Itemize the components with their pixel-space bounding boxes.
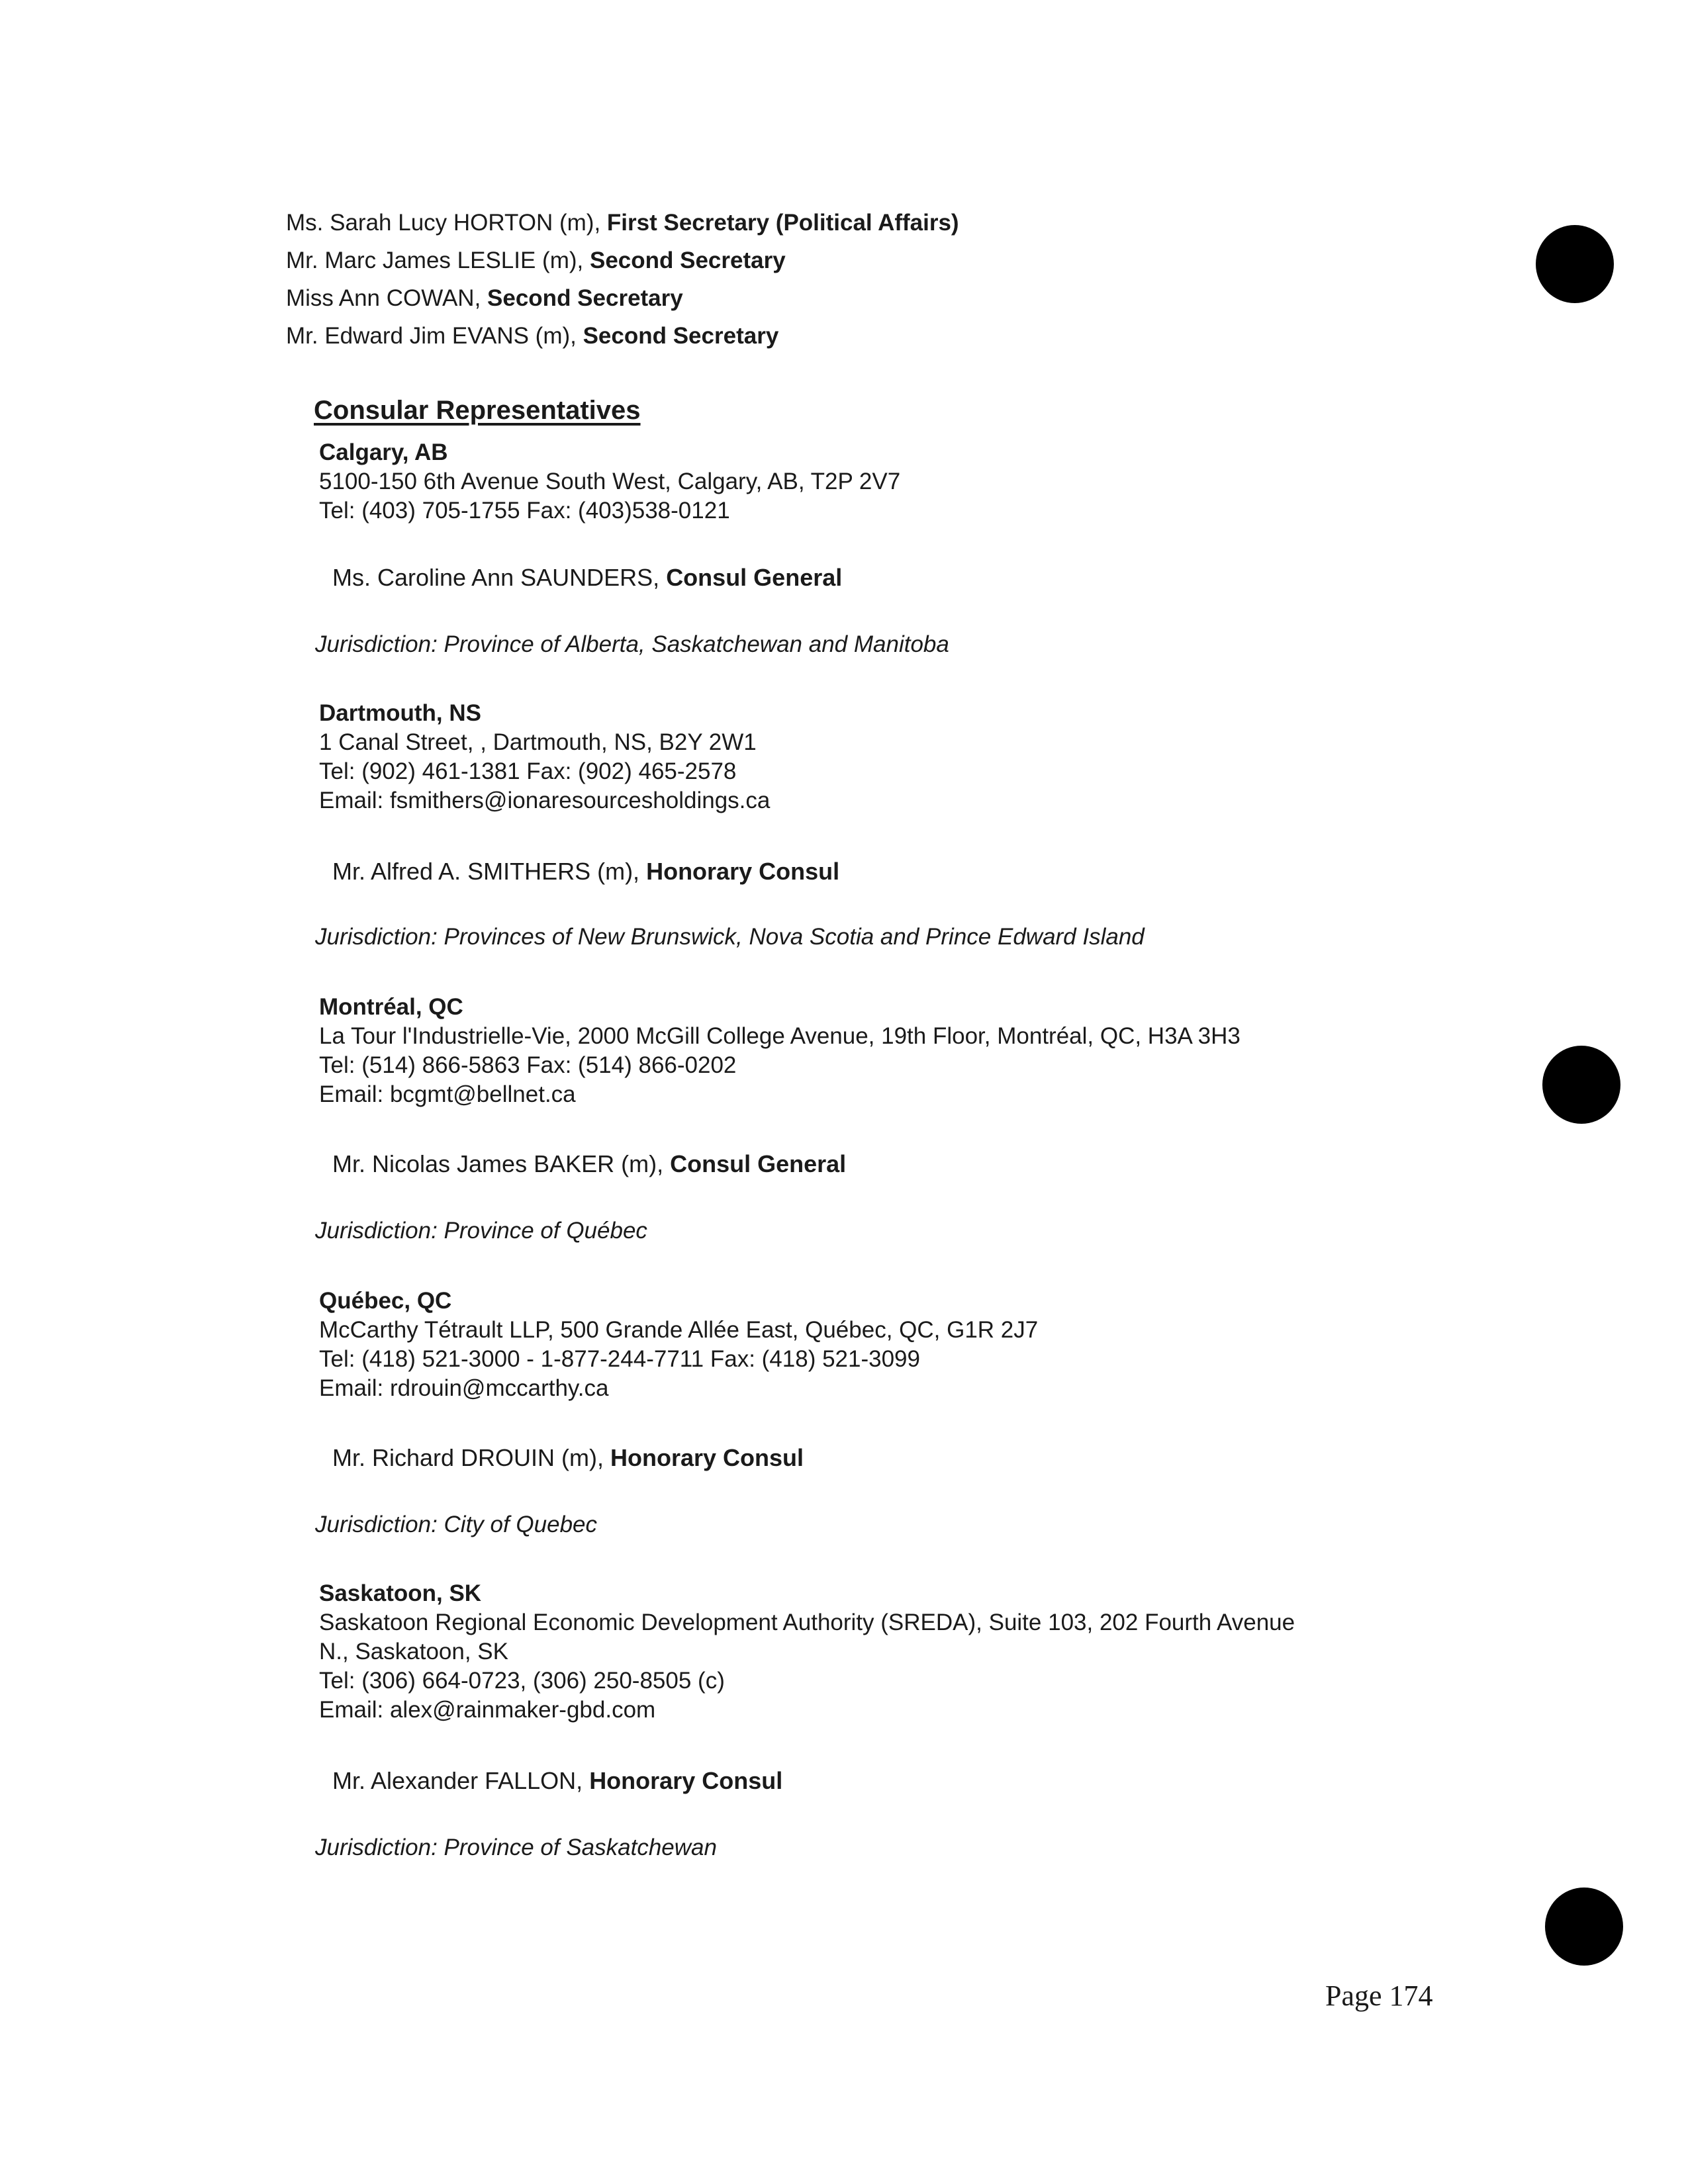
office-block [319,1579,1295,1725]
office-block [319,699,770,815]
official-title: Consul General [670,1150,847,1177]
staff-name: Mr. Edward Jim EVANS (m), [286,323,583,349]
office-address: Saskatoon Regional Economic Development Authority (SREDA), Suite 103, 202 Fourth Avenue [319,1610,1295,1635]
official-line [332,1150,846,1178]
official-line [332,858,839,886]
staff-name: Miss Ann COWAN, [286,285,488,311]
official-name: Ms. Caroline Ann SAUNDERS, [332,564,667,591]
office-phone: Tel: (902) 461-1381 Fax: (902) 465-2578 [319,758,737,784]
office-phone: Tel: (418) 521-3000 - 1-877-244-7711 Fax: (418) 521-3099 [319,1346,920,1372]
office-address: La Tour l'Industrielle-Vie, 2000 McGill College Avenue, 19th Floor, Montréal, QC, H3A 3H3 [319,1023,1241,1049]
office-email: Email: fsmithers@ionaresourcesholdings.ca [319,788,771,813]
staff-name: Mr. Marc James LESLIE (m), [286,248,590,273]
office-address-cont: N., Saskatoon, SK [319,1639,508,1664]
staff-name: Ms. Sarah Lucy HORTON (m), [286,210,607,236]
official-line [332,1444,804,1472]
staff-row [286,204,959,242]
jurisdiction: Jurisdiction: Province of Québec [315,1218,647,1244]
punch-hole [1542,1046,1620,1124]
office-block [319,438,900,525]
official-name: Mr. Nicolas James BAKER (m), [332,1150,671,1177]
jurisdiction: Jurisdiction: Provinces of New Brunswick, Nova Scotia and Prince Edward Island [315,924,1145,950]
staff-row [286,317,959,355]
official-name: Mr. Alfred A. SMITHERS (m), [332,858,647,885]
official-line [332,564,842,592]
office-city: Saskatoon, SK [319,1580,482,1606]
office-block [319,993,1241,1109]
office-email: Email: rdrouin@mccarthy.ca [319,1375,609,1401]
official-name: Mr. Richard DROUIN (m), [332,1444,611,1471]
official-line [332,1767,782,1795]
office-city: Dartmouth, NS [319,700,481,726]
office-phone: Tel: (403) 705-1755 Fax: (403)538-0121 [319,498,730,523]
office-address: 1 Canal Street, , Dartmouth, NS, B2Y 2W1 [319,729,757,755]
jurisdiction: Jurisdiction: Province of Saskatchewan [315,1835,717,1860]
office-phone: Tel: (514) 866-5863 Fax: (514) 866-0202 [319,1052,737,1078]
staff-row [286,279,959,317]
jurisdiction: Jurisdiction: City of Quebec [315,1512,598,1537]
office-email: Email: bcgmt@bellnet.ca [319,1081,576,1107]
office-city: Montréal, QC [319,994,463,1020]
official-title: Honorary Consul [589,1767,783,1794]
staff-title: Second Secretary [583,323,779,349]
staff-row [286,242,959,279]
office-address: McCarthy Tétrault LLP, 500 Grande Allée East, Québec, QC, G1R 2J7 [319,1317,1039,1343]
staff-title: Second Secretary [487,285,683,311]
staff-title: First Secretary (Political Affairs) [606,210,959,236]
office-block [319,1287,1038,1403]
office-email: Email: alex@rainmaker-gbd.com [319,1697,656,1723]
section-heading: Consular Representatives [314,396,641,425]
page-number: Page 174 [1325,1979,1433,2012]
office-city: Calgary, AB [319,439,448,465]
official-title: Honorary Consul [646,858,840,885]
office-city: Québec, QC [319,1288,452,1314]
punch-hole [1545,1888,1623,1966]
office-phone: Tel: (306) 664-0723, (306) 250-8505 (c) [319,1668,725,1694]
office-address: 5100-150 6th Avenue South West, Calgary, AB, T2P 2V7 [319,469,901,494]
official-title: Consul General [666,564,843,591]
jurisdiction: Jurisdiction: Province of Alberta, Saskatchewan and Manitoba [315,631,949,657]
staff-title: Second Secretary [589,248,786,273]
official-name: Mr. Alexander FALLON, [332,1767,590,1794]
punch-hole [1536,225,1614,303]
official-title: Honorary Consul [610,1444,804,1471]
staff-list [286,204,959,355]
